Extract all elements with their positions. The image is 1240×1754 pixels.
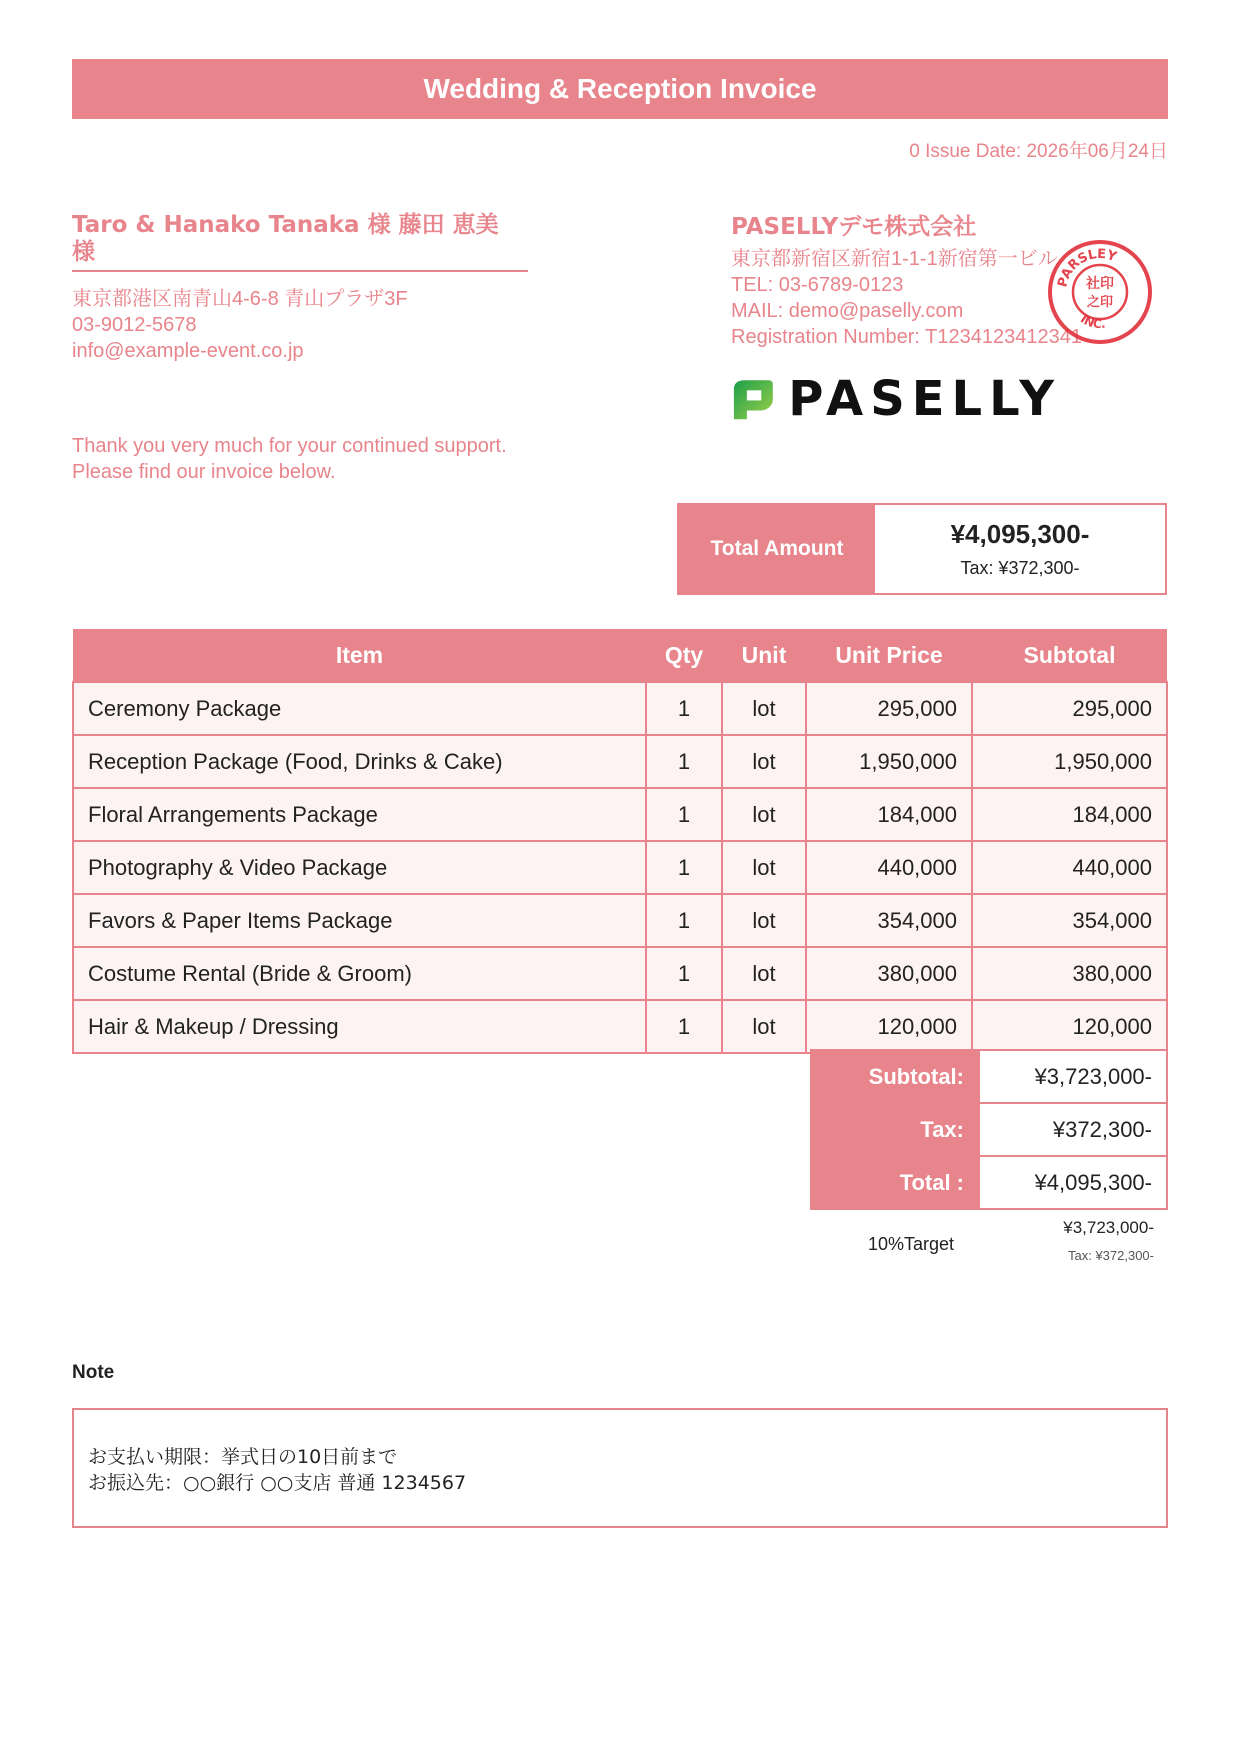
cell-subtotal: 184,000 (972, 788, 1167, 841)
total-amount-value: ¥4,095,300- (950, 519, 1090, 549)
table-row (73, 947, 1167, 1000)
summary-tax-value: ¥372,300- (979, 1103, 1167, 1156)
cell-qty: 1 (646, 947, 722, 1000)
cell-qty: 1 (646, 894, 722, 947)
total-amount-label: Total Amount (679, 505, 875, 593)
cell-unit-price: 440,000 (806, 841, 972, 894)
client-address: 東京都港区南青山4-6-8 青山プラザ3F (72, 288, 408, 310)
company-address: 東京都新宿区新宿1-1-1新宿第一ビル (731, 248, 1058, 270)
cell-unit-price: 354,000 (806, 894, 972, 947)
summary-total-row (811, 1156, 1167, 1209)
cell-qty: 1 (646, 735, 722, 788)
cell-item: Floral Arrangements Package (73, 788, 646, 841)
cell-unit-price: 295,000 (806, 682, 972, 735)
company-mail: MAIL: demo@paselly.com (731, 300, 964, 322)
summary-total-label: Total : (811, 1156, 979, 1209)
tax-breakdown-label: 10%Target (868, 1234, 955, 1254)
cell-subtotal: 120,000 (972, 1000, 1167, 1053)
cell-item: Favors & Paper Items Package (73, 894, 646, 947)
cell-qty: 1 (646, 1000, 722, 1053)
invoice-title: Wedding & Reception Invoice (423, 73, 817, 104)
cell-unit-price: 1,950,000 (806, 735, 972, 788)
table-row (73, 841, 1167, 894)
note-line: お振込先：○○銀行 ○○支店 普通 1234567 (88, 1472, 467, 1494)
tax-breakdown-amount: ¥3,723,000- (1063, 1218, 1154, 1237)
cell-unit-price: 184,000 (806, 788, 972, 841)
summary-subtotal-value: ¥3,723,000- (979, 1050, 1167, 1103)
cell-item: Reception Package (Food, Drinks & Cake) (73, 735, 646, 788)
cell-unit-price: 120,000 (806, 1000, 972, 1053)
summary-table (810, 1049, 1168, 1210)
cell-qty: 1 (646, 841, 722, 894)
table-header-row (73, 629, 1167, 682)
summary-tax-row (811, 1103, 1167, 1156)
cell-subtotal: 380,000 (972, 947, 1167, 1000)
table-row (73, 788, 1167, 841)
svg-text:之印: 之印 (1086, 295, 1114, 310)
client-email: info@example-event.co.jp (72, 340, 304, 362)
header-unit-price: Unit Price (806, 629, 972, 682)
summary-total-value: ¥4,095,300- (979, 1156, 1167, 1209)
cell-subtotal: 354,000 (972, 894, 1167, 947)
table-row (73, 682, 1167, 735)
company-seal-stamp (1046, 238, 1154, 346)
table-row (73, 1000, 1167, 1053)
client-block (72, 212, 528, 364)
company-registration: Registration Number: T1234123412341 (731, 326, 1082, 348)
svg-text:INC.: INC. (1077, 311, 1107, 332)
company-logo (731, 368, 1061, 430)
total-amount-tax: Tax: ¥372,300- (960, 558, 1080, 578)
cell-subtotal: 1,950,000 (972, 735, 1167, 788)
cell-item: Costume Rental (Bride & Groom) (73, 947, 646, 1000)
note-box (72, 1408, 1168, 1528)
total-amount-values (875, 505, 1165, 593)
total-amount-box (677, 503, 1167, 595)
cell-unit: lot (722, 841, 806, 894)
svg-text:PARSLEY: PARSLEY (1055, 246, 1119, 289)
client-phone: 03-9012-5678 (72, 314, 197, 336)
header-qty: Qty (646, 629, 722, 682)
cell-subtotal: 440,000 (972, 841, 1167, 894)
tax-breakdown-tax: Tax: ¥372,300- (1067, 1248, 1154, 1263)
paselly-leaf-icon (731, 369, 774, 429)
cell-item: Photography & Video Package (73, 841, 646, 894)
logo-wordmark: PASELLY (788, 371, 1061, 427)
items-table (72, 629, 1168, 1054)
table-row (73, 735, 1167, 788)
cell-qty: 1 (646, 788, 722, 841)
company-name: PASELLYデモ株式会社 (731, 214, 977, 240)
note-title: Note (72, 1362, 115, 1383)
cell-unit-price: 380,000 (806, 947, 972, 1000)
summary-subtotal-row (811, 1050, 1167, 1103)
greeting-line: Please find our invoice below. (72, 461, 336, 483)
cell-unit: lot (722, 788, 806, 841)
greeting-line: Thank you very much for your continued support. (72, 435, 507, 457)
note-line: お支払い期限：挙式日の10日前まで (88, 1446, 398, 1468)
header-unit: Unit (722, 629, 806, 682)
cell-item: Hair & Makeup / Dressing (73, 1000, 646, 1053)
svg-text:社印: 社印 (1086, 276, 1114, 292)
client-name: Taro & Hanako Tanaka 様 藤田 恵美 様 (72, 212, 528, 272)
header-subtotal: Subtotal (972, 629, 1167, 682)
cell-unit: lot (722, 894, 806, 947)
cell-item: Ceremony Package (73, 682, 646, 735)
header-item: Item (73, 629, 646, 682)
cell-qty: 1 (646, 682, 722, 735)
summary-subtotal-label: Subtotal: (811, 1050, 979, 1103)
issue-date: 0 Issue Date: 2026年06月24日 (909, 141, 1168, 162)
summary-tax-label: Tax: (811, 1103, 979, 1156)
table-row (73, 894, 1167, 947)
company-tel: TEL: 03-6789-0123 (731, 274, 904, 296)
invoice-title-bar (72, 59, 1168, 119)
cell-unit: lot (722, 735, 806, 788)
greeting-message (72, 433, 507, 485)
cell-subtotal: 295,000 (972, 682, 1167, 735)
cell-unit: lot (722, 1000, 806, 1053)
cell-unit: lot (722, 947, 806, 1000)
cell-unit: lot (722, 682, 806, 735)
